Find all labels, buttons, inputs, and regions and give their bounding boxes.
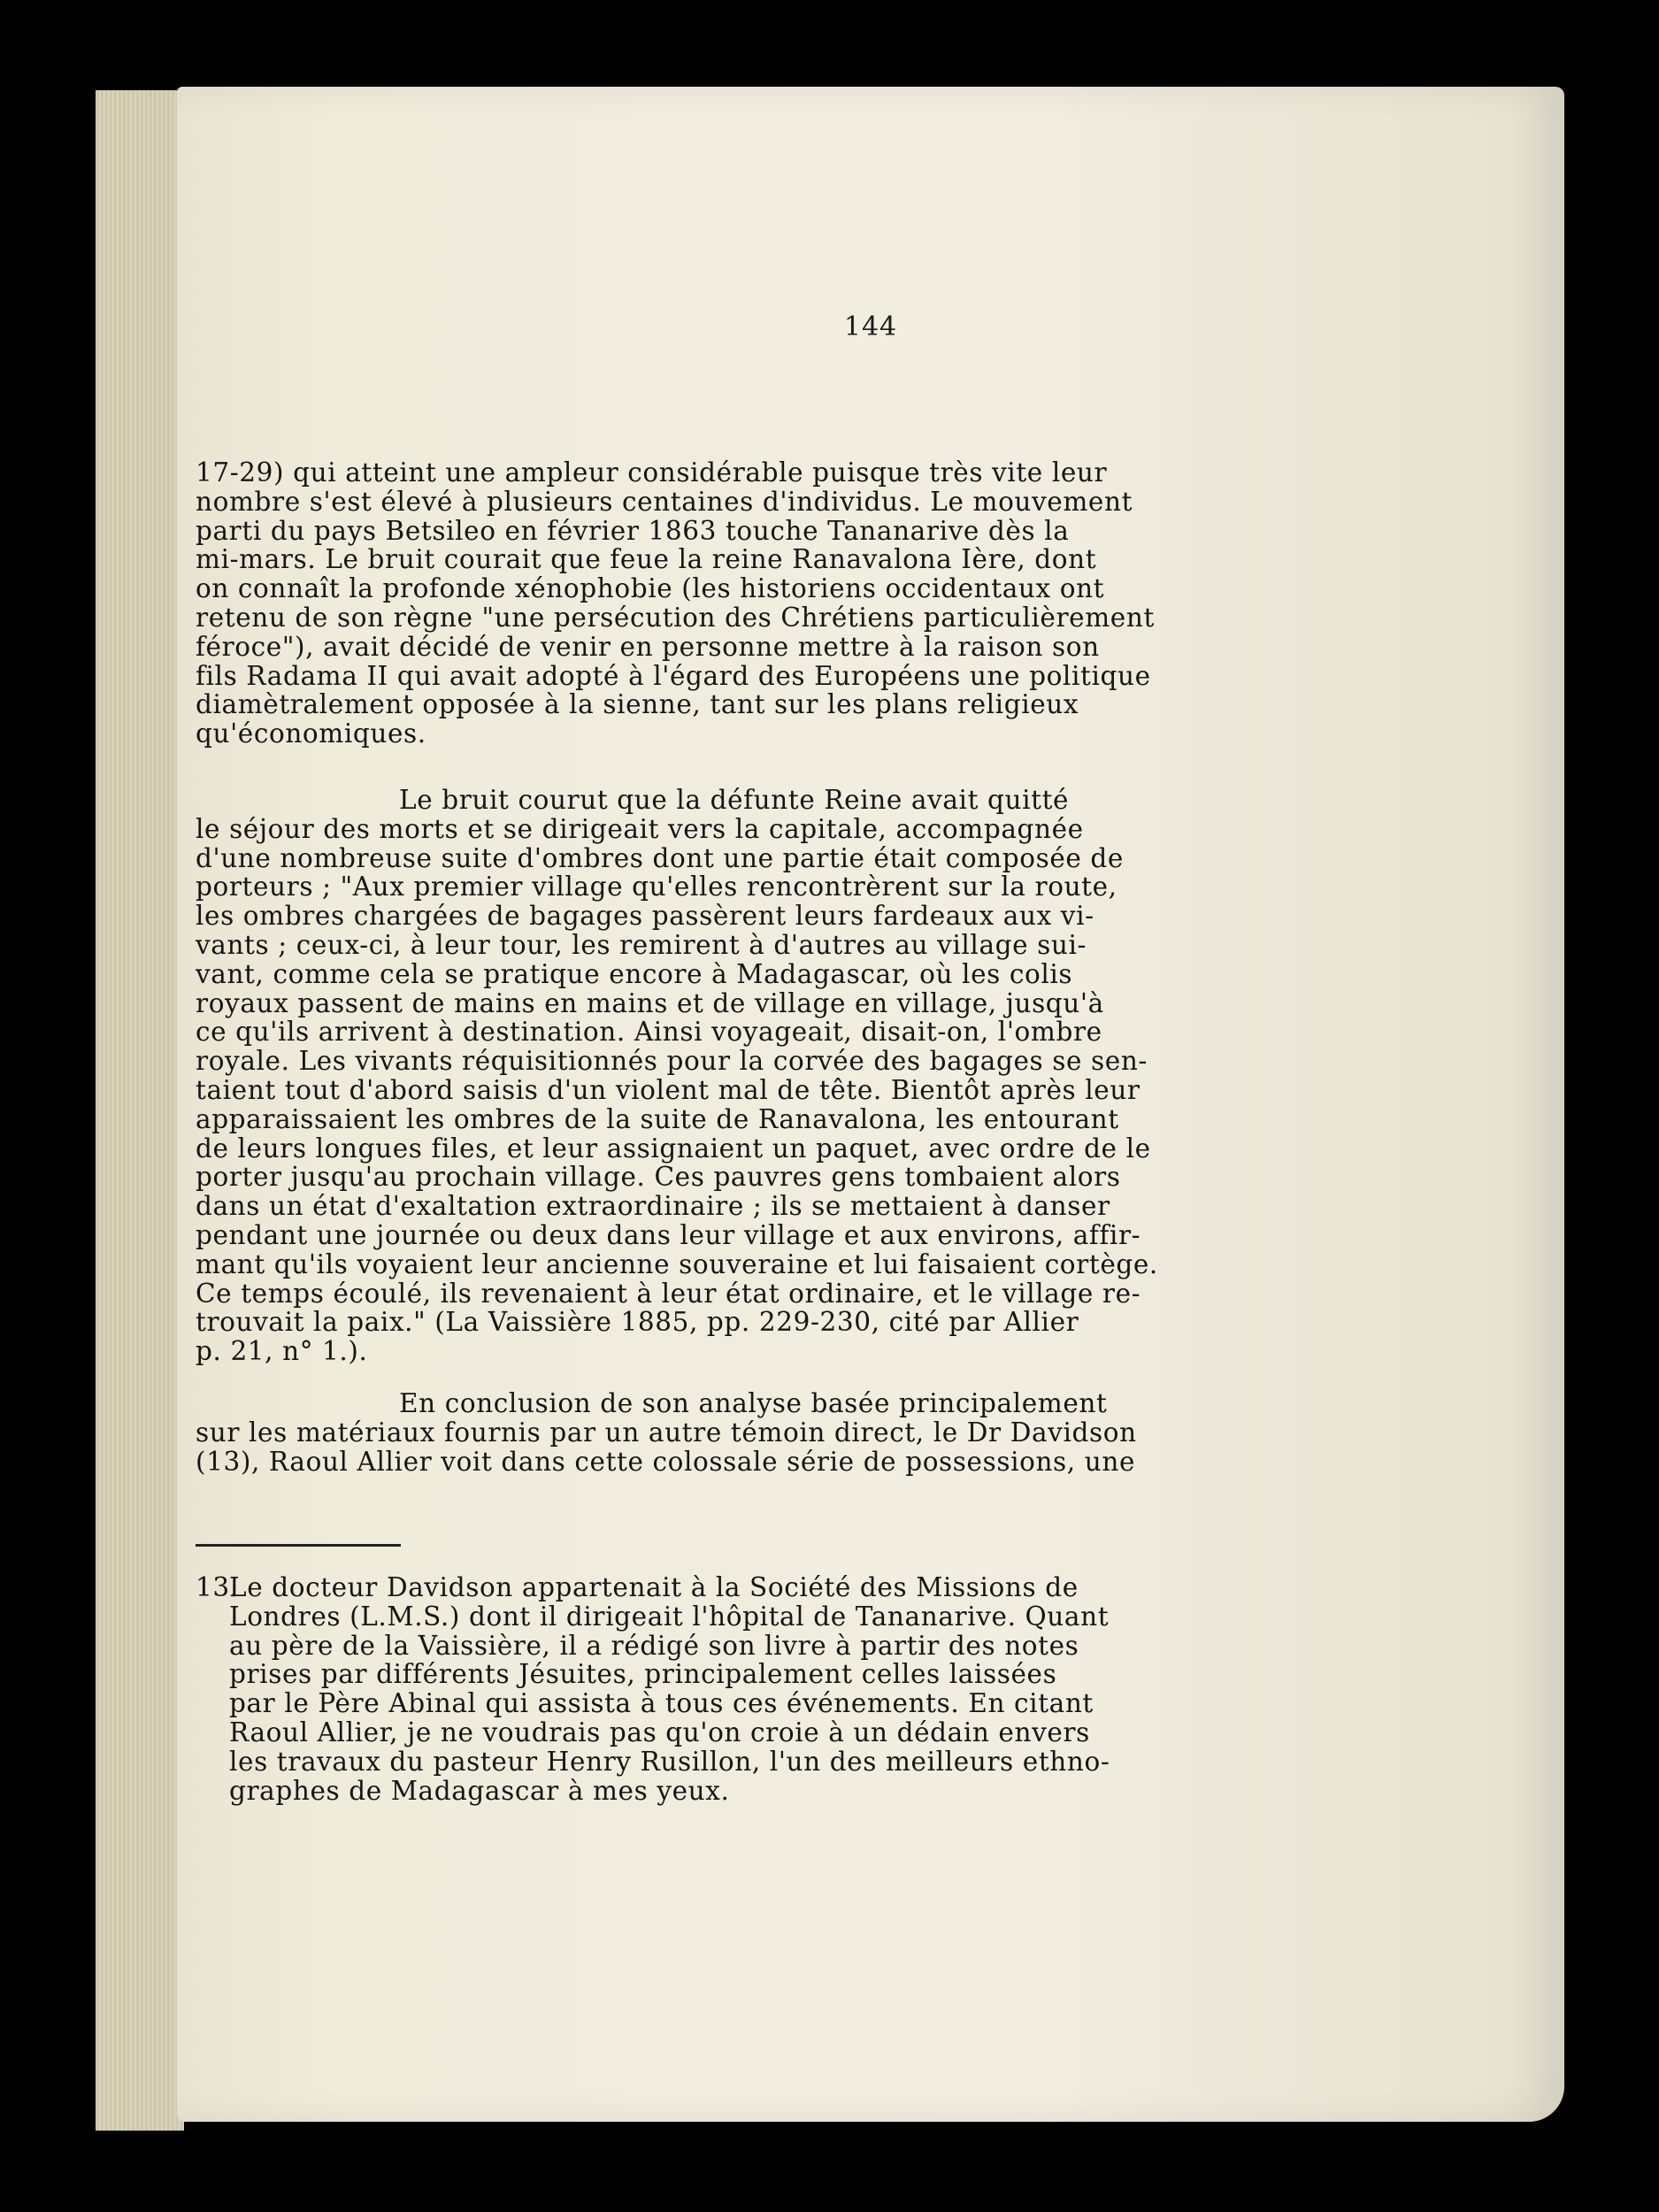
text-line: Le docteur Davidson appartenait à la Société des Missions de [229, 1572, 1079, 1602]
text-line: qu'économiques. [196, 718, 426, 749]
body-text [196, 458, 1434, 1476]
text-line: on connaît la profonde xénophobie (les historiens occidentaux ont [196, 573, 1105, 604]
text-line: vant, comme cela se pratique encore à Madagascar, où les colis [196, 958, 1073, 989]
text-line: Le bruit courut que la défunte Reine avait quitté [399, 784, 1070, 815]
page-number: 144 [843, 311, 898, 342]
text-line: nombre s'est élevé à plusieurs centaines d'individus. Le mouvement [196, 486, 1133, 517]
text-line: (13), Raoul Allier voit dans cette colossale série de possessions, une [196, 1446, 1136, 1477]
text-line: porter jusqu'au prochain village. Ces pauvres gens tombaient alors [196, 1162, 1121, 1193]
footnote-first-line [196, 1573, 1434, 1602]
text-line: de leurs longues files, et leur assignaient un paquet, avec ordre de le [196, 1133, 1151, 1164]
text-line: le séjour des morts et se dirigeait vers la capitale, accompagnée [196, 813, 1084, 844]
text-line: prises par différents Jésuites, principalement celles laissées [229, 1659, 1057, 1690]
text-line: taient tout d'abord saisis d'un violent mal de tête. Bientôt après leur [196, 1074, 1141, 1105]
text-line: fils Radama II qui avait adopté à l'égard des Européens une politique [196, 660, 1151, 691]
footnote-marker: 13. [196, 1572, 239, 1602]
text-line: sur les matériaux fournis par un autre témoin direct, le Dr Davidson [196, 1417, 1137, 1448]
page-edge [96, 90, 184, 2131]
text-line: mi-mars. Le bruit courait que feue la reine Ranavalona Ière, dont [196, 544, 1097, 575]
text-line: les ombres chargées de bagages passèrent leurs fardeaux aux vi- [196, 901, 1094, 932]
text-line: ce qu'ils arrivent à destination. Ainsi voyageait, disait-on, l'ombre [196, 1017, 1102, 1048]
paragraph-3 [196, 1389, 1434, 1476]
text-line: féroce"), avait décidé de venir en personne mettre à la raison son [196, 631, 1100, 662]
text-line: dans un état d'exaltation extraordinaire ; ils se mettaient à danser [196, 1191, 1110, 1222]
text-line: pendant une journée ou deux dans leur village et aux environs, affir- [196, 1219, 1141, 1250]
footnote [196, 1573, 1434, 1805]
text-line: En conclusion de son analyse basée principalement [399, 1387, 1108, 1418]
text-line: apparaissaient les ombres de la suite de Ranavalona, les entourant [196, 1103, 1119, 1134]
text-line: parti du pays Betsileo en février 1863 touche Tananarive dès la [196, 515, 1070, 546]
text-line: d'une nombreuse suite d'ombres dont une partie était composée de [196, 842, 1124, 873]
paragraph-1 [196, 458, 1434, 749]
text-line: vants ; ceux-ci, à leur tour, les remirent à d'autres au village sui- [196, 929, 1087, 960]
text-line: mant qu'ils voyaient leur ancienne souveraine et lui faisaient cortège. [196, 1248, 1158, 1279]
footnote-separator [196, 1544, 401, 1547]
text-line: Londres (L.M.S.) dont il dirigeait l'hôpital de Tananarive. Quant [229, 1601, 1110, 1632]
paragraph-2 [196, 786, 1434, 1366]
text-line: par le Père Abinal qui assista à tous ces événements. En citant [229, 1688, 1094, 1719]
text-line: porteurs ; "Aux premier village qu'elles rencontrèrent sur la route, [196, 872, 1118, 902]
text-line: trouvait la paix." (La Vaissière 1885, pp. 229-230, cité par Allier [196, 1307, 1079, 1338]
text-line: au père de la Vaissière, il a rédigé son livre à partir des notes [229, 1630, 1079, 1661]
text-line: diamètralement opposée à la sienne, tant sur les plans religieux [196, 689, 1079, 720]
text-line: Ce temps écoulé, ils revenaient à leur état ordinaire, et le village re- [196, 1278, 1141, 1309]
text-line: p. 21, n° 1.). [196, 1336, 368, 1367]
text-line: Raoul Allier, je ne voudrais pas qu'on croie à un dédain envers [229, 1717, 1090, 1747]
text-line: les travaux du pasteur Henry Rusillon, l'un des meilleurs ethno- [229, 1746, 1110, 1777]
text-line: royale. Les vivants réquisitionnés pour la corvée des bagages se sen- [196, 1046, 1148, 1077]
text-line: graphes de Madagascar à mes yeux. [229, 1775, 730, 1806]
text-line: 17-29) qui atteint une ampleur considérable puisque très vite leur [196, 457, 1108, 488]
text-line: royaux passent de mains en mains et de village en village, jusqu'à [196, 987, 1104, 1018]
text-line: retenu de son règne "une persécution des Chrétiens particulièrement [196, 602, 1155, 633]
